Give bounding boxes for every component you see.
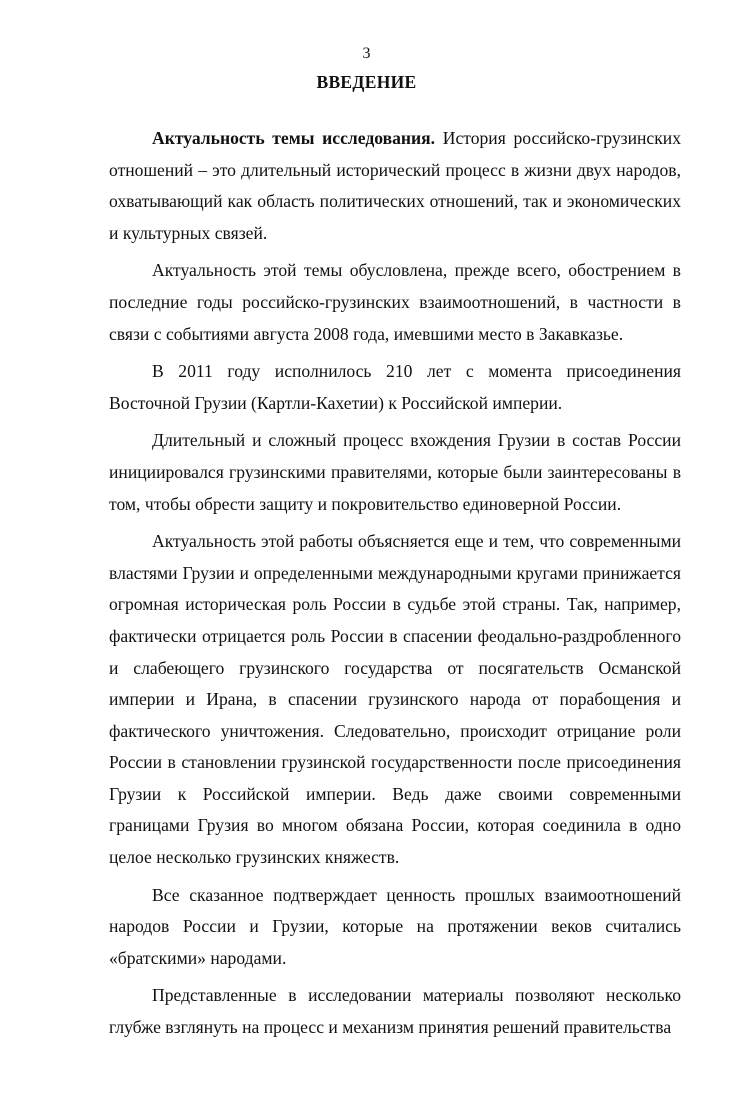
paragraph-text: Все сказанное подтверждает ценность прошлых взаимоотношений народов России и Грузии, которые на протяжении веков считались «братскими» народами.	[109, 884, 681, 968]
paragraph-text: Длительный и сложный процесс вхождения Грузии в состав России инициировался грузинскими правителями, которые были заинтересованы в том, чтобы обрести защиту и покровительство единоверной России.	[109, 430, 681, 514]
paragraph-6	[109, 880, 681, 975]
paragraph-text: Актуальность этой работы объясняется еще и тем, что современными властями Грузии и определенными международными кругами принижается огромная историческая роль России в судьбе этой страны. Так, например, фактически отрицается роль России в спасении феодально-раздробленного и слабеющего грузинского государства от посягательств Османской империи и Ирана, в спасении грузинского народа от порабощения и фактического уничтожения. Следовательно, происходит отрицание роли России в становлении грузинской государственности после присоединения Грузии к Российской империи. Ведь даже своими современными границами Грузия во многом обязана России, которая соединила в одно целое несколько грузинских княжеств.	[109, 531, 681, 868]
paragraph-4	[109, 425, 681, 520]
body-text	[109, 123, 681, 1050]
paragraph-2	[109, 255, 681, 350]
page-number: 3	[362, 45, 371, 62]
paragraph-text: В 2011 году исполнилось 210 лет с момента присоединения Восточной Грузии (Картли-Кахетии) к Российской империи.	[109, 361, 681, 413]
paragraph-text: Представленные в исследовании материалы позволяют несколько глубже взглянуть на процесс и механизм принятия решений правительства	[109, 985, 681, 1038]
paragraph-7	[109, 980, 681, 1043]
paragraph-text: История российско-грузинских отношений – это длительный исторический процесс в жизни двух народов, охватывающий как область политических отношений, так и экономических и культурных связей.	[109, 128, 681, 243]
paragraph-3	[109, 356, 681, 419]
paragraph-text: Актуальность этой темы обусловлена, прежде всего, обострением в последние годы российско-грузинских взаимоотношений, в частности в связи с событиями августа 2008 года, имевшими место в Закавказье.	[109, 260, 681, 344]
paragraph-lead: Актуальность темы исследования.	[152, 128, 436, 148]
paragraph-1	[109, 123, 681, 249]
section-heading: ВВЕДЕНИЕ	[316, 72, 417, 92]
paragraph-5	[109, 526, 681, 874]
